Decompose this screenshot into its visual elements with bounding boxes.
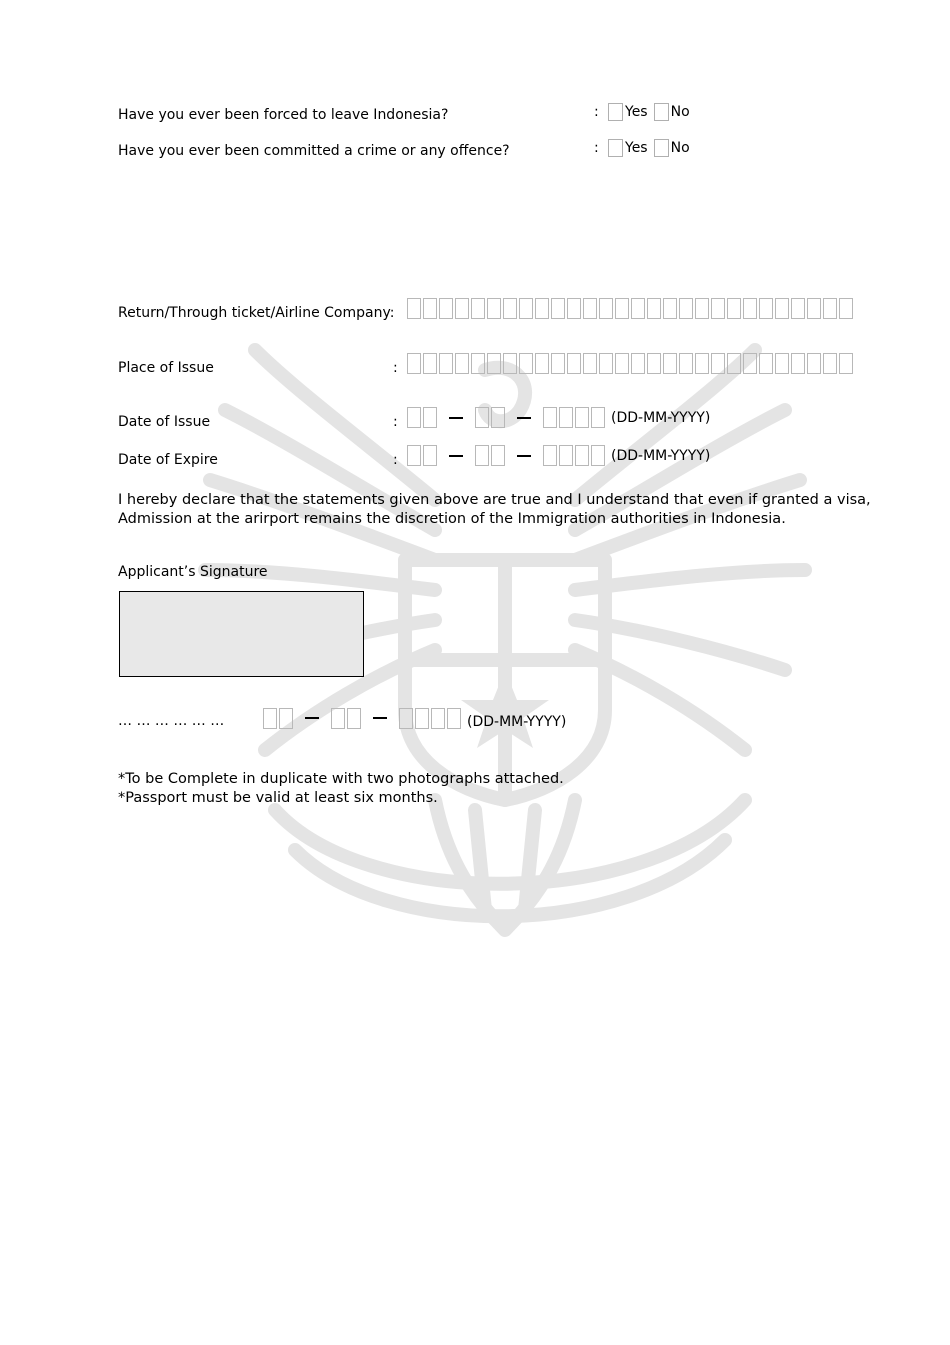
char-box[interactable] bbox=[823, 353, 837, 374]
date-of-expire-label: Date of Expire bbox=[118, 452, 218, 468]
no-label: No bbox=[670, 104, 690, 120]
char-box[interactable] bbox=[839, 298, 853, 319]
year-box[interactable] bbox=[543, 407, 557, 428]
char-box[interactable] bbox=[503, 298, 517, 319]
signature-date-input[interactable] bbox=[263, 706, 566, 730]
colon: : bbox=[594, 104, 599, 120]
year-box[interactable] bbox=[559, 445, 573, 466]
day-box[interactable] bbox=[407, 407, 421, 428]
char-box[interactable] bbox=[823, 298, 837, 319]
year-box[interactable] bbox=[575, 407, 589, 428]
year-box[interactable] bbox=[447, 708, 461, 729]
char-box[interactable] bbox=[727, 353, 741, 374]
colon: : bbox=[594, 140, 599, 156]
char-box[interactable] bbox=[711, 353, 725, 374]
day-box[interactable] bbox=[279, 708, 293, 729]
char-box[interactable] bbox=[471, 298, 485, 319]
no-checkbox[interactable] bbox=[654, 139, 669, 157]
year-box[interactable] bbox=[415, 708, 429, 729]
char-box[interactable] bbox=[583, 298, 597, 319]
char-box[interactable] bbox=[839, 353, 853, 374]
char-box[interactable] bbox=[807, 298, 821, 319]
applicant-signature-label: Applicant’s Signature bbox=[118, 564, 268, 580]
dash bbox=[517, 455, 531, 457]
char-box[interactable] bbox=[535, 298, 549, 319]
char-box[interactable] bbox=[439, 298, 453, 319]
month-box[interactable] bbox=[347, 708, 361, 729]
char-box[interactable] bbox=[679, 298, 693, 319]
char-box[interactable] bbox=[791, 353, 805, 374]
place-of-issue-label: Place of Issue bbox=[118, 360, 214, 376]
char-box[interactable] bbox=[663, 353, 677, 374]
char-box[interactable] bbox=[455, 353, 469, 374]
char-box[interactable] bbox=[551, 353, 565, 374]
char-box[interactable] bbox=[519, 298, 533, 319]
char-box[interactable] bbox=[599, 298, 613, 319]
signature-box[interactable] bbox=[119, 591, 364, 677]
yes-checkbox[interactable] bbox=[608, 139, 623, 157]
year-box[interactable] bbox=[543, 445, 557, 466]
place-of-issue-char-boxes[interactable] bbox=[407, 353, 855, 374]
char-box[interactable] bbox=[807, 353, 821, 374]
day-box[interactable] bbox=[423, 445, 437, 466]
char-box[interactable] bbox=[615, 353, 629, 374]
note-passport-validity: *Passport must be valid at least six months. bbox=[118, 790, 438, 806]
char-box[interactable] bbox=[759, 353, 773, 374]
yes-label: Yes bbox=[625, 104, 648, 120]
char-box[interactable] bbox=[423, 298, 437, 319]
char-box[interactable] bbox=[711, 298, 725, 319]
char-box[interactable] bbox=[615, 298, 629, 319]
return-ticket-char-boxes[interactable] bbox=[407, 298, 855, 319]
char-box[interactable] bbox=[727, 298, 741, 319]
char-box[interactable] bbox=[647, 353, 661, 374]
char-box[interactable] bbox=[775, 353, 789, 374]
char-box[interactable] bbox=[487, 353, 501, 374]
dash bbox=[305, 717, 319, 719]
no-label: No bbox=[670, 140, 690, 156]
char-box[interactable] bbox=[743, 298, 757, 319]
year-box[interactable] bbox=[431, 708, 445, 729]
day-box[interactable] bbox=[423, 407, 437, 428]
year-box[interactable] bbox=[559, 407, 573, 428]
month-box[interactable] bbox=[491, 407, 505, 428]
month-box[interactable] bbox=[475, 407, 489, 428]
char-box[interactable] bbox=[503, 353, 517, 374]
char-box[interactable] bbox=[791, 298, 805, 319]
note-duplicate: *To be Complete in duplicate with two photographs attached. bbox=[118, 771, 564, 787]
place-dotted-line: … … … … … … bbox=[118, 713, 225, 729]
char-box[interactable] bbox=[551, 298, 565, 319]
dash bbox=[449, 455, 463, 457]
char-box[interactable] bbox=[695, 298, 709, 319]
declaration-line-2: Admission at the arirport remains the discretion of the Immigration authorities in Indonesia. bbox=[118, 511, 786, 527]
char-box[interactable] bbox=[583, 353, 597, 374]
question-crime-options bbox=[594, 139, 690, 157]
char-box[interactable] bbox=[743, 353, 757, 374]
month-box[interactable] bbox=[331, 708, 345, 729]
year-box[interactable] bbox=[591, 445, 605, 466]
char-box[interactable] bbox=[439, 353, 453, 374]
char-box[interactable] bbox=[535, 353, 549, 374]
char-box[interactable] bbox=[455, 298, 469, 319]
no-checkbox[interactable] bbox=[654, 103, 669, 121]
declaration-line-1: I hereby declare that the statements given above are true and I understand that even if granted a visa, bbox=[118, 492, 871, 508]
char-box[interactable] bbox=[407, 353, 421, 374]
date-of-issue-label: Date of Issue bbox=[118, 414, 211, 430]
colon: : bbox=[393, 452, 398, 468]
char-box[interactable] bbox=[567, 353, 581, 374]
question-forced-leave-label: Have you ever been forced to leave Indonesia? bbox=[118, 107, 449, 123]
yes-checkbox[interactable] bbox=[608, 103, 623, 121]
date-format-hint: (DD-MM-YYYY) bbox=[611, 447, 711, 464]
month-box[interactable] bbox=[491, 445, 505, 466]
date-format-hint: (DD-MM-YYYY) bbox=[467, 714, 567, 730]
char-box[interactable] bbox=[471, 353, 485, 374]
day-box[interactable] bbox=[407, 445, 421, 466]
colon: : bbox=[393, 360, 398, 376]
dash bbox=[449, 417, 463, 419]
month-box[interactable] bbox=[475, 445, 489, 466]
char-box[interactable] bbox=[519, 353, 533, 374]
return-ticket-label: Return/Through ticket/Airline Company: bbox=[118, 305, 395, 321]
dash bbox=[517, 417, 531, 419]
date-of-expire-input[interactable] bbox=[407, 445, 710, 466]
char-box[interactable] bbox=[407, 298, 421, 319]
colon: : bbox=[393, 414, 398, 430]
question-crime-label: Have you ever been committed a crime or any offence? bbox=[118, 143, 510, 159]
char-box[interactable] bbox=[695, 353, 709, 374]
question-forced-leave-options bbox=[594, 103, 690, 121]
char-box[interactable] bbox=[631, 298, 645, 319]
day-box[interactable] bbox=[263, 708, 277, 729]
char-box[interactable] bbox=[647, 298, 661, 319]
year-box[interactable] bbox=[591, 407, 605, 428]
char-box[interactable] bbox=[663, 298, 677, 319]
char-box[interactable] bbox=[775, 298, 789, 319]
char-box[interactable] bbox=[423, 353, 437, 374]
date-format-hint: (DD-MM-YYYY) bbox=[611, 409, 711, 426]
char-box[interactable] bbox=[759, 298, 773, 319]
dash bbox=[373, 717, 387, 719]
char-box[interactable] bbox=[631, 353, 645, 374]
date-of-issue-input[interactable] bbox=[407, 407, 710, 428]
char-box[interactable] bbox=[487, 298, 501, 319]
char-box[interactable] bbox=[567, 298, 581, 319]
char-box[interactable] bbox=[679, 353, 693, 374]
year-box[interactable] bbox=[575, 445, 589, 466]
yes-label: Yes bbox=[625, 140, 648, 156]
char-box[interactable] bbox=[599, 353, 613, 374]
year-box[interactable] bbox=[399, 708, 413, 729]
